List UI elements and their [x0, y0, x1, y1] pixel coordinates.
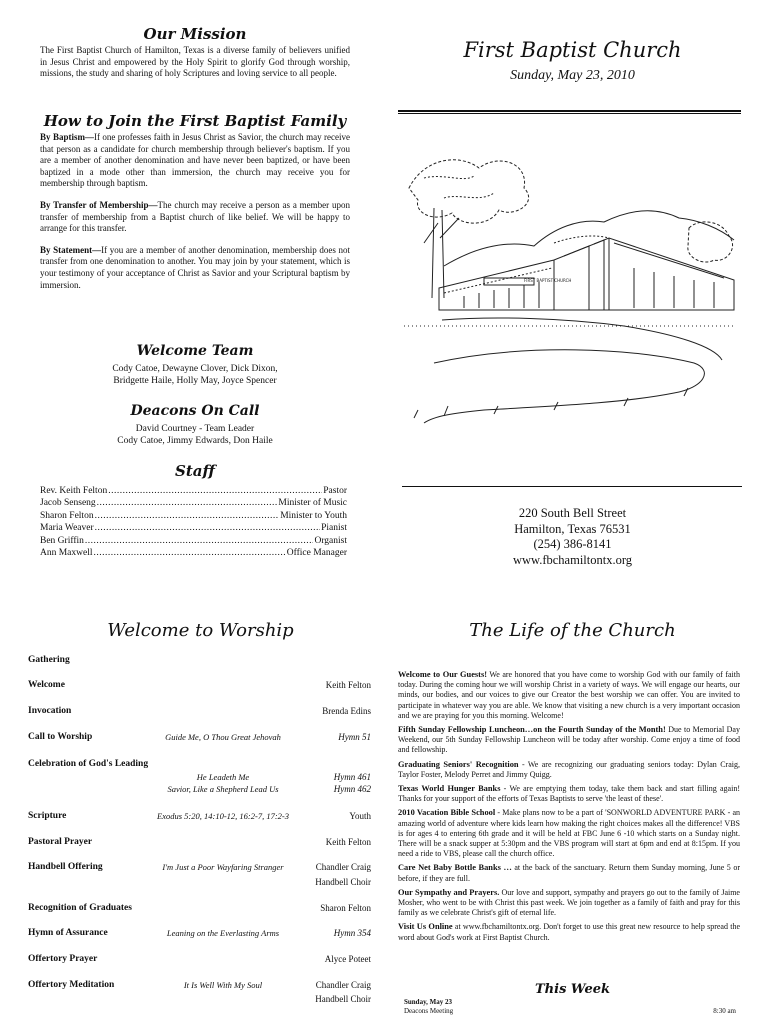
worship-item-label: Call to Worship: [28, 732, 93, 742]
worship-item-label: Handbell Offering: [28, 862, 103, 872]
join-item-text: If one professes faith in Jesus Christ as Savior, the church may receive that person as a candidate for church membership through believer's baptism. If you are a member of another denomination and have never been baptized, or have been baptized in a mode other than immersion, the church may receive you for membership through baptism.: [40, 132, 350, 189]
announcement: [398, 863, 740, 883]
worship-item-label: Recognition of Graduates: [28, 903, 132, 913]
join-item-label: By Baptism—: [40, 132, 94, 142]
staff-name: Sharon Felton: [40, 510, 94, 521]
worship-item-label: Hymn of Assurance: [28, 928, 108, 938]
address-city: Hamilton, Texas 76531: [514, 521, 631, 536]
staff-row: [40, 510, 347, 522]
join-section: [40, 132, 350, 301]
church-address: [400, 506, 745, 568]
announcement: [398, 725, 740, 756]
join-item-label: By Statement—: [40, 244, 102, 255]
address-street: 220 South Bell Street: [518, 506, 627, 520]
announcement-title: Welcome to Our Guests!: [398, 670, 488, 679]
staff-title: Staff: [175, 462, 215, 480]
worship-row: [28, 655, 373, 667]
join-title: How to Join the First Baptist Family: [43, 112, 347, 130]
staff-role: Organist: [314, 535, 347, 546]
announcement-text: - Make plans now to be a part of 'SONWORLD ADVENTURE PARK - an amazing world of adventure where kids learn how making the right choices makes all the difference! VBS is for ages 4 to entering 6th grade and it will be held at FBC June 6 -10 which starts on a Sunday night. There will be a snack supper at 5:30pm and the VBS program will start at 6pm and end at 8:15pm. If you need a ride to VBS, please call the church office.: [398, 808, 740, 859]
announcement-text: - We are recognizing our graduating seniors today: Dylan Craig, Taylor Foster, Melody Perret and Jimmy Quigg.: [398, 759, 740, 779]
worship-item-leader: Keith Felton: [325, 680, 371, 690]
worship-item-leader: Keith Felton: [325, 837, 371, 847]
worship-row: [28, 994, 373, 1006]
announcement: [398, 760, 740, 780]
join-item-text: If you are a member of another denomination, membership does not transfer from one denomination to another. You may join by your statement, which is your testimony of your acceptance of Christ as Savior and your Scriptural baptism by immersion.: [40, 244, 350, 290]
this-week-list: [400, 998, 740, 1016]
join-item: [40, 132, 350, 190]
announcement: [398, 888, 740, 919]
worship-item-leader: Alyce Poteet: [324, 954, 371, 964]
announcement-text: We are honored that you have come to worship God with our family of faith today. During the coming hour we will worship Christ in a variety of ways. We will engage our hearts, our minds, our bodies, and our voices to give our Creator the best worship we can offer. You are invited to participate in whatever way you are able. We know that visiting a new church is a very important occasion and we are praying for you this morning. Welcome!: [398, 670, 740, 720]
deacons-title: Deacons On Call: [130, 403, 260, 419]
announcement: [398, 808, 740, 859]
worship-item-label: Gathering: [28, 655, 70, 665]
worship-item-title: I'm Just a Poor Wayfaring Stranger: [162, 862, 284, 872]
worship-row: [28, 680, 373, 692]
this-week-title: This Week: [535, 982, 610, 997]
worship-item-leader: Hymn 354: [333, 928, 371, 938]
worship-item-leader: Chandler Craig: [315, 862, 371, 872]
staff-role: Pianist: [321, 523, 347, 534]
worship-item-title: Guide Me, O Thou Great Jehovah: [165, 732, 281, 742]
this-week-day-label: Sunday, May 23: [404, 998, 453, 1006]
worship-row: [28, 811, 373, 823]
worship-item-label: Invocation: [28, 706, 72, 716]
worship-item-leader: Brenda Edins: [322, 706, 371, 716]
worship-row: [28, 706, 373, 718]
worship-item-leader: Chandler Craig: [315, 980, 371, 990]
join-item-text: The church may receive a person as a member upon transfer of membership from a Baptist church of like belief. We will be happy to arrange for this transfer.: [40, 199, 350, 234]
worship-row: [28, 954, 373, 966]
staff-row: [40, 522, 347, 534]
worship-item-label: Pastoral Prayer: [28, 837, 93, 847]
worship-item-leader: Hymn 51: [338, 732, 371, 742]
staff-row: [40, 485, 347, 497]
worship-item-leader: Youth: [349, 811, 371, 821]
worship-item-leader: Handbell Choir: [315, 877, 371, 887]
deacons-names: [40, 423, 350, 447]
worship-item-label: Offertory Prayer: [28, 954, 98, 964]
staff-role: Pastor: [323, 486, 347, 496]
worship-row: [28, 772, 373, 784]
staff-name: Maria Weaver: [40, 523, 94, 534]
announcement-text: - We are emptying them today, take them back and start filling again! Thanks for your support of the efforts of Texas Baptists to serve 'the least of these'.: [398, 784, 740, 804]
church-drawing: [404, 148, 740, 428]
announcement-title: Visit Us Online: [398, 922, 453, 932]
welcome-team-names: [40, 363, 350, 387]
worship-item-label: Celebration of God's Leading: [28, 759, 149, 769]
welcome-team-title: Welcome Team: [136, 343, 254, 359]
join-item: [40, 245, 350, 291]
worship-row: [28, 759, 373, 771]
join-item-label: By Transfer of Membership—: [40, 199, 158, 210]
announcement-title: Texas World Hunger Banks: [398, 784, 501, 794]
life-title: The Life of the Church: [469, 620, 676, 641]
staff-list: [40, 485, 347, 559]
announcement-text: Our love and support, sympathy and prayers go out to the family of Jaime Mosher, who went to be with Christ this past week. We join together as a family of faith and pray for this family as we celebrate Christ's gift of eternal life.: [398, 887, 740, 918]
worship-item-title: It Is Well With My Soul: [183, 980, 263, 990]
this-week-day: [400, 998, 740, 1007]
worship-item-title: Exodus 5:20, 14:10-12, 16:2-7, 17:2-3: [157, 811, 289, 821]
worship-item-leader: Handbell Choir: [315, 994, 371, 1004]
worship-row: [28, 784, 373, 796]
event-name: Deacons Meeting: [404, 1007, 454, 1015]
announcement-title: 2010 Vacation Bible School: [398, 808, 496, 818]
welcome-team-line: Cody Catoe, Dewayne Clover, Dick Dixon,: [112, 364, 278, 374]
worship-item-label: Welcome: [28, 680, 65, 690]
staff-row: [40, 497, 347, 509]
welcome-team-line: Bridgette Haile, Holly May, Joyce Spencer: [113, 376, 277, 386]
announcement: [398, 670, 740, 721]
join-item: [40, 200, 350, 235]
worship-row: [28, 837, 373, 849]
event-time: 8:30 am: [713, 1007, 736, 1015]
worship-title: Welcome to Worship: [107, 620, 294, 641]
bulletin-date: Sunday, May 23, 2010: [510, 68, 635, 83]
staff-name: Jacob Senseng: [40, 498, 96, 509]
worship-row: [28, 903, 373, 915]
church-title: First Baptist Church: [463, 38, 682, 62]
worship-item-title: He Leadeth Me: [196, 772, 250, 782]
website-link[interactable]: www.fbchamiltontx.org: [512, 552, 633, 567]
worship-row: [28, 980, 373, 992]
announcement-text: at the back of the sanctuary. Return them Sunday morning, June 5 or before, if they are full.: [398, 863, 740, 883]
announcement-title: Care Net Baby Bottle Banks …: [398, 863, 512, 873]
worship-row: [28, 862, 373, 874]
staff-name: Ben Griffin: [40, 535, 84, 546]
announcement: [398, 784, 740, 804]
worship-item-leader: Sharon Felton: [320, 903, 371, 913]
church-sign-text: FIRST BAPTIST CHURCH: [524, 278, 572, 283]
announcement-title: Our Sympathy and Prayers.: [398, 887, 500, 897]
staff-name: Ann Maxwell: [40, 548, 93, 559]
announcement-text: Due to Memorial Day Weekend, our 5th Sunday Fellowship Luncheon will be today after worship. Come enjoy a time of food and fellowship.: [398, 725, 740, 755]
worship-row: [28, 928, 373, 940]
divider: [402, 486, 742, 487]
staff-name: Rev. Keith Felton: [40, 486, 108, 496]
staff-role: Minister to Youth: [280, 510, 347, 521]
announcement-title: Fifth Sunday Fellowship Luncheon…on the Fourth Sunday of the Month!: [398, 725, 666, 735]
mission-title: Our Mission: [143, 25, 247, 43]
worship-item-title: Leaning on the Everlasting Arms: [166, 928, 280, 938]
announcements-list: [398, 670, 740, 947]
announcement-text: at www.fbchamiltontx.org. Don't forget to use this great new resource to help spread the word about God's work at First Baptist Church.: [398, 922, 740, 942]
worship-row: [28, 877, 373, 889]
staff-row: [40, 547, 347, 559]
worship-item-leader: Hymn 462: [333, 784, 371, 794]
announcement: [398, 922, 740, 942]
deacons-line: Cody Catoe, Jimmy Edwards, Don Haile: [117, 436, 273, 446]
staff-row: [40, 535, 347, 547]
deacons-line: David Courtney - Team Leader: [135, 424, 255, 434]
mission-text: The First Baptist Church of Hamilton, Texas is a diverse family of believers unified in Jesus Christ and empowered by the Holy Spirit to glorify God through worship, missions, the study and sharing of holy Scriptures and loving service to all people.: [40, 45, 350, 79]
announcement-title: Graduating Seniors' Recognition: [398, 759, 519, 769]
staff-role: Office Manager: [286, 548, 347, 559]
list-item: [400, 1007, 740, 1016]
worship-item-leader: Hymn 461: [333, 772, 371, 782]
divider: [398, 110, 741, 114]
worship-item-label: Offertory Meditation: [28, 980, 115, 990]
worship-item-label: Scripture: [28, 811, 67, 821]
worship-row: [28, 732, 373, 744]
worship-item-title: Savior, Like a Shepherd Lead Us: [167, 784, 279, 794]
staff-role: Minister of Music: [278, 498, 347, 509]
address-phone: (254) 386-8141: [533, 537, 612, 551]
